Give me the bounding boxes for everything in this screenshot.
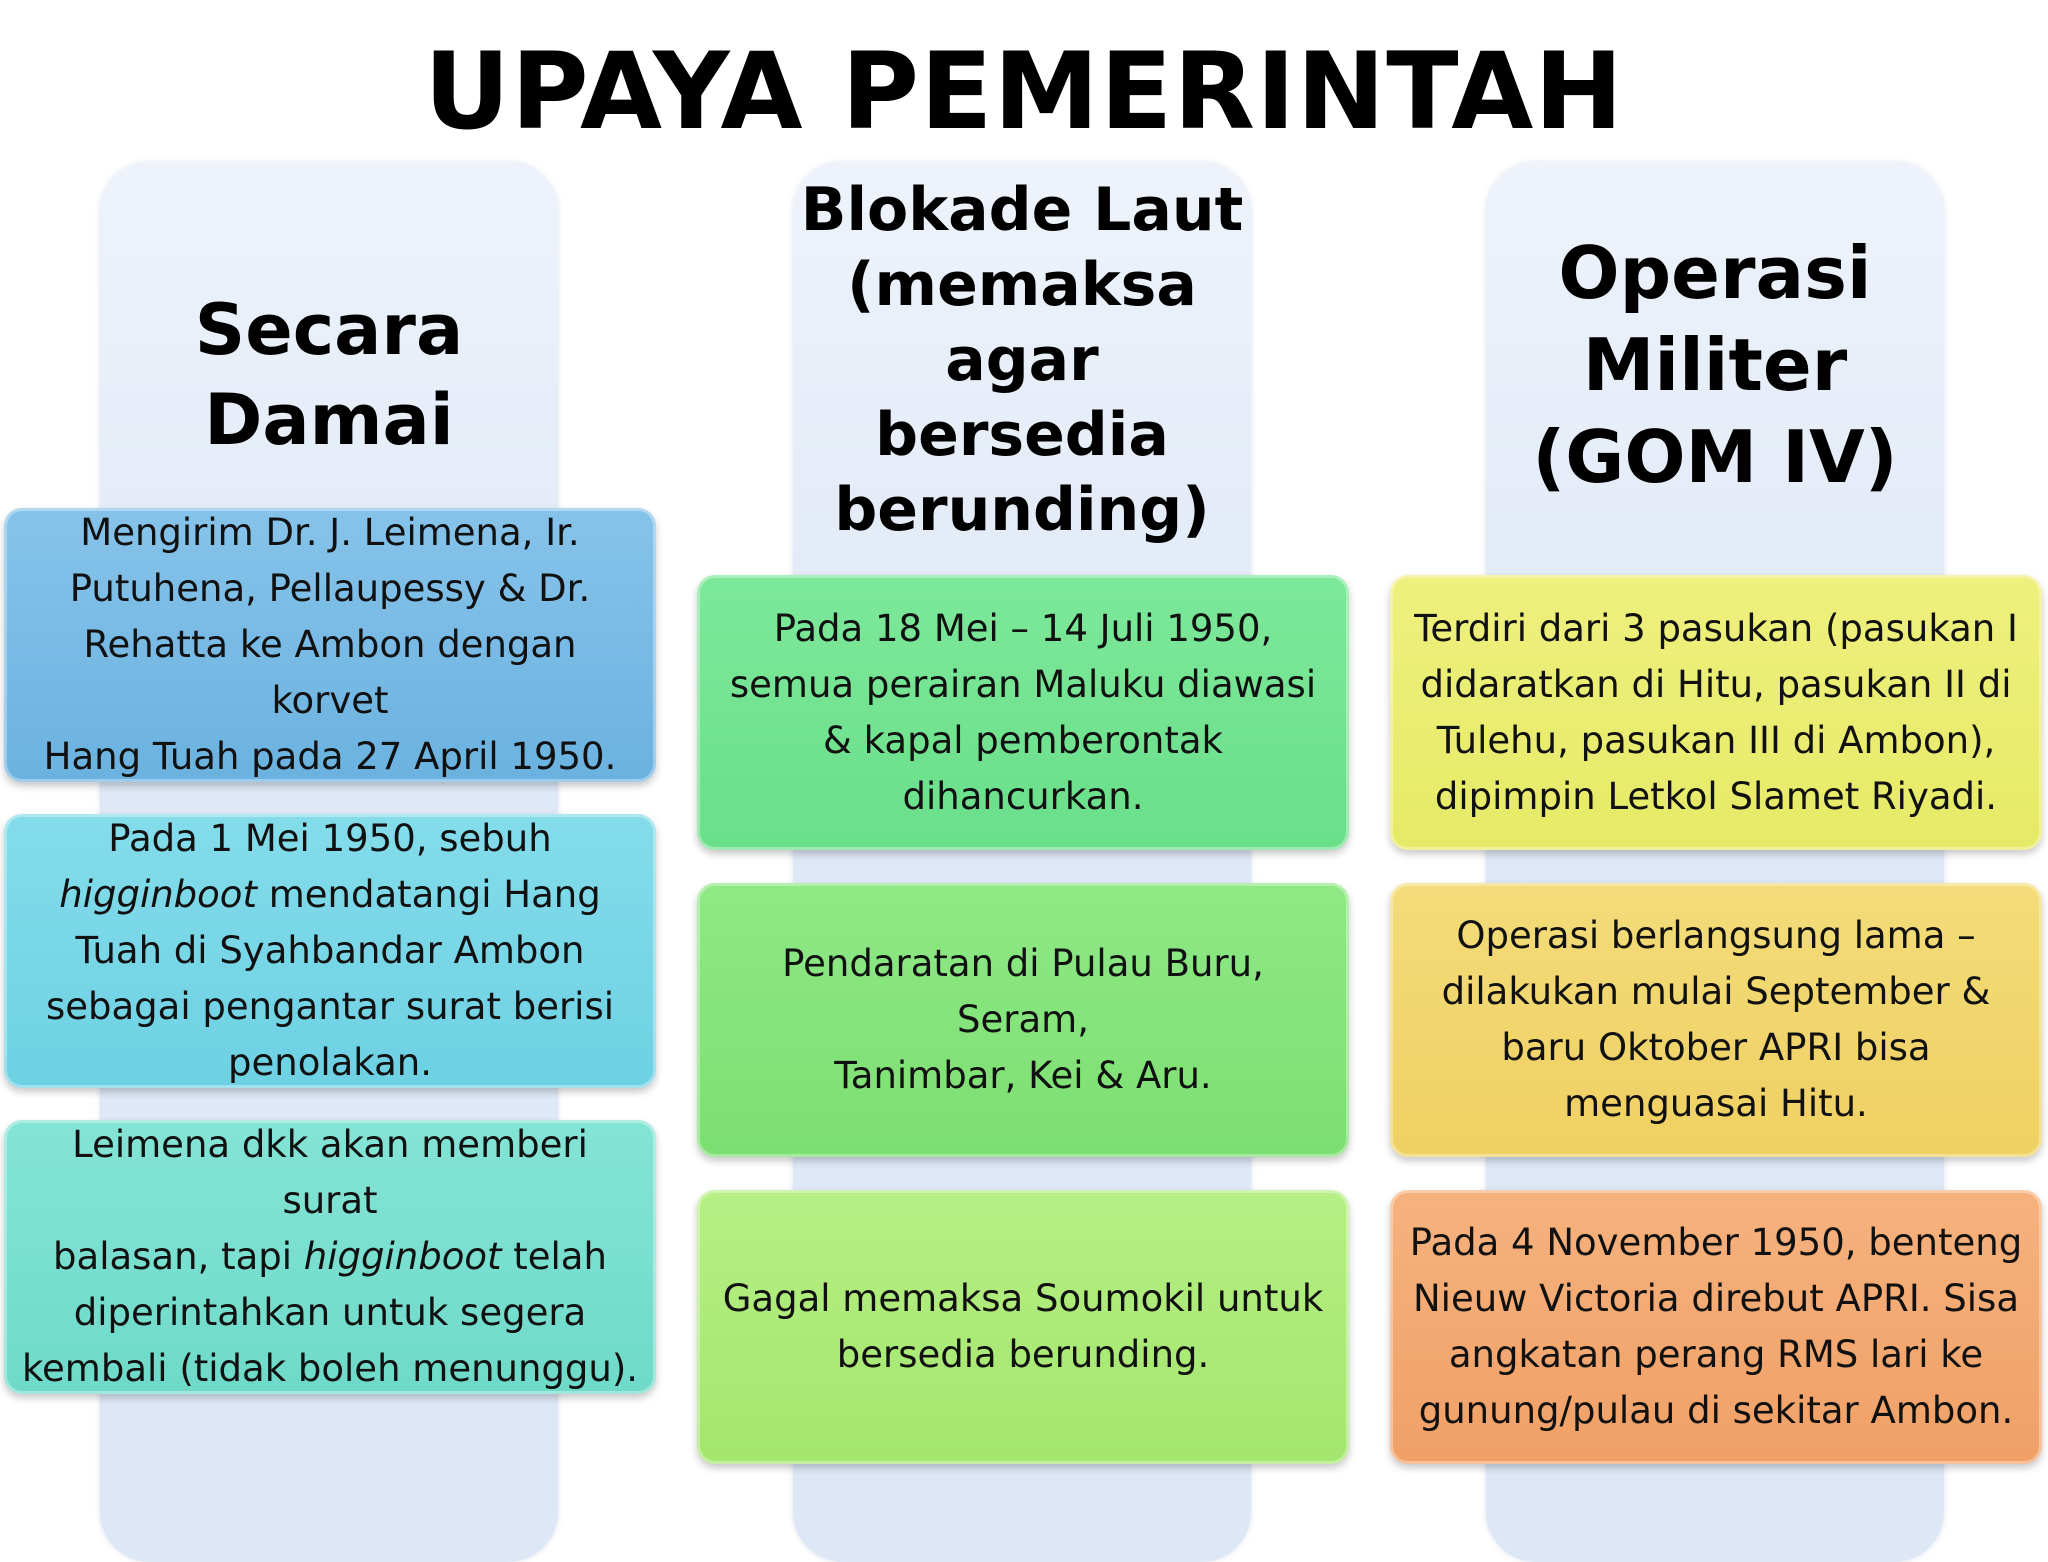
box-line: Hang Tuah pada 27 April 1950. — [43, 735, 617, 778]
box-line: Tanimbar, Kei & Aru. — [834, 1054, 1212, 1097]
info-box-operasi-militer-2 — [1390, 883, 2042, 1157]
box-line: baru Oktober APRI bisa — [1501, 1026, 1931, 1069]
header-line: Secara — [194, 289, 464, 371]
info-box-secara-damai-2 — [4, 814, 656, 1088]
box-line: didaratkan di Hitu, pasukan II di — [1420, 662, 2012, 706]
header-line: Militer — [1582, 323, 1848, 407]
info-box-operasi-militer-1 — [1390, 575, 2042, 850]
box-line-pre: balasan, tapi — [53, 1235, 304, 1278]
info-box-secara-damai-3 — [4, 1120, 656, 1394]
header-line: Operasi — [1558, 231, 1872, 315]
box-line: dilakukan mulai September & — [1441, 970, 1991, 1013]
box-line: dipimpin Letkol Slamet Riyadi. — [1434, 774, 1998, 818]
box-line: Pendaratan di Pulau Buru, Seram, — [782, 942, 1264, 1041]
header-line: Damai — [204, 379, 454, 461]
header-line: agar bersedia — [875, 324, 1169, 470]
box-line: Operasi berlangsung lama – — [1456, 914, 1976, 957]
info-box-secara-damai-1 — [4, 508, 656, 782]
info-box-operasi-militer-3 — [1390, 1190, 2042, 1464]
box-line: Nieuw Victoria direbut APRI. Sisa — [1412, 1277, 2019, 1320]
info-box-blokade-laut-3 — [697, 1190, 1349, 1464]
italic-term: higginboot — [303, 1235, 502, 1278]
box-line: angkatan perang RMS lari ke — [1448, 1333, 1984, 1376]
page-title: UPAYA PEMERINTAH — [423, 30, 1625, 153]
column-header-operasi-militer — [1486, 215, 1944, 515]
box-line: menguasai Hitu. — [1564, 1082, 1868, 1125]
box-line: Putuhena, Pellaupessy & Dr. — [69, 567, 591, 610]
box-line-rest: mendatangi Hang — [256, 873, 601, 916]
box-line: Gagal memaksa Soumokil untuk — [722, 1277, 1324, 1320]
box-line: Tuah di Syahbandar Ambon — [75, 929, 585, 972]
box-line — [20, 1229, 640, 1285]
italic-term: higginboot — [59, 873, 257, 916]
header-line: (memaksa — [847, 249, 1197, 320]
box-line: dihancurkan. — [902, 774, 1144, 818]
box-line-post: telah — [501, 1235, 607, 1278]
box-line: penolakan. — [228, 1041, 432, 1084]
column-header-blokade-laut — [793, 174, 1251, 545]
box-line: kembali (tidak boleh menunggu). — [21, 1347, 639, 1390]
box-line: & kapal pemberontak — [823, 718, 1223, 762]
box-line: Rehatta ke Ambon dengan korvet — [83, 623, 577, 722]
box-line: Terdiri dari 3 pasukan (pasukan I — [1414, 606, 2018, 650]
box-line: Tulehu, pasukan III di Ambon), — [1436, 718, 1996, 762]
column-header-secara-damai — [100, 250, 558, 500]
box-line: semua perairan Maluku diawasi — [729, 662, 1317, 706]
box-line: gunung/pulau di sekitar Ambon. — [1418, 1389, 2014, 1432]
header-line: Blokade Laut — [800, 174, 1244, 245]
box-line: Leimena dkk akan memberi surat — [72, 1123, 588, 1222]
box-line: Pada 18 Mei – 14 Juli 1950, — [773, 606, 1273, 650]
box-line: diperintahkan untuk segera — [73, 1291, 587, 1334]
info-box-blokade-laut-2 — [697, 883, 1349, 1157]
header-line: berunding) — [834, 474, 1210, 545]
box-line: Mengirim Dr. J. Leimena, Ir. — [80, 511, 580, 554]
box-line: Pada 1 Mei 1950, sebuh — [108, 817, 552, 860]
box-line: Pada 4 November 1950, benteng — [1409, 1221, 2023, 1264]
box-line: bersedia berunding. — [836, 1333, 1210, 1376]
box-line: sebagai pengantar surat berisi — [45, 985, 615, 1028]
box-line — [46, 867, 614, 923]
header-line: (GOM IV) — [1532, 415, 1898, 499]
info-box-blokade-laut-1 — [697, 575, 1349, 850]
